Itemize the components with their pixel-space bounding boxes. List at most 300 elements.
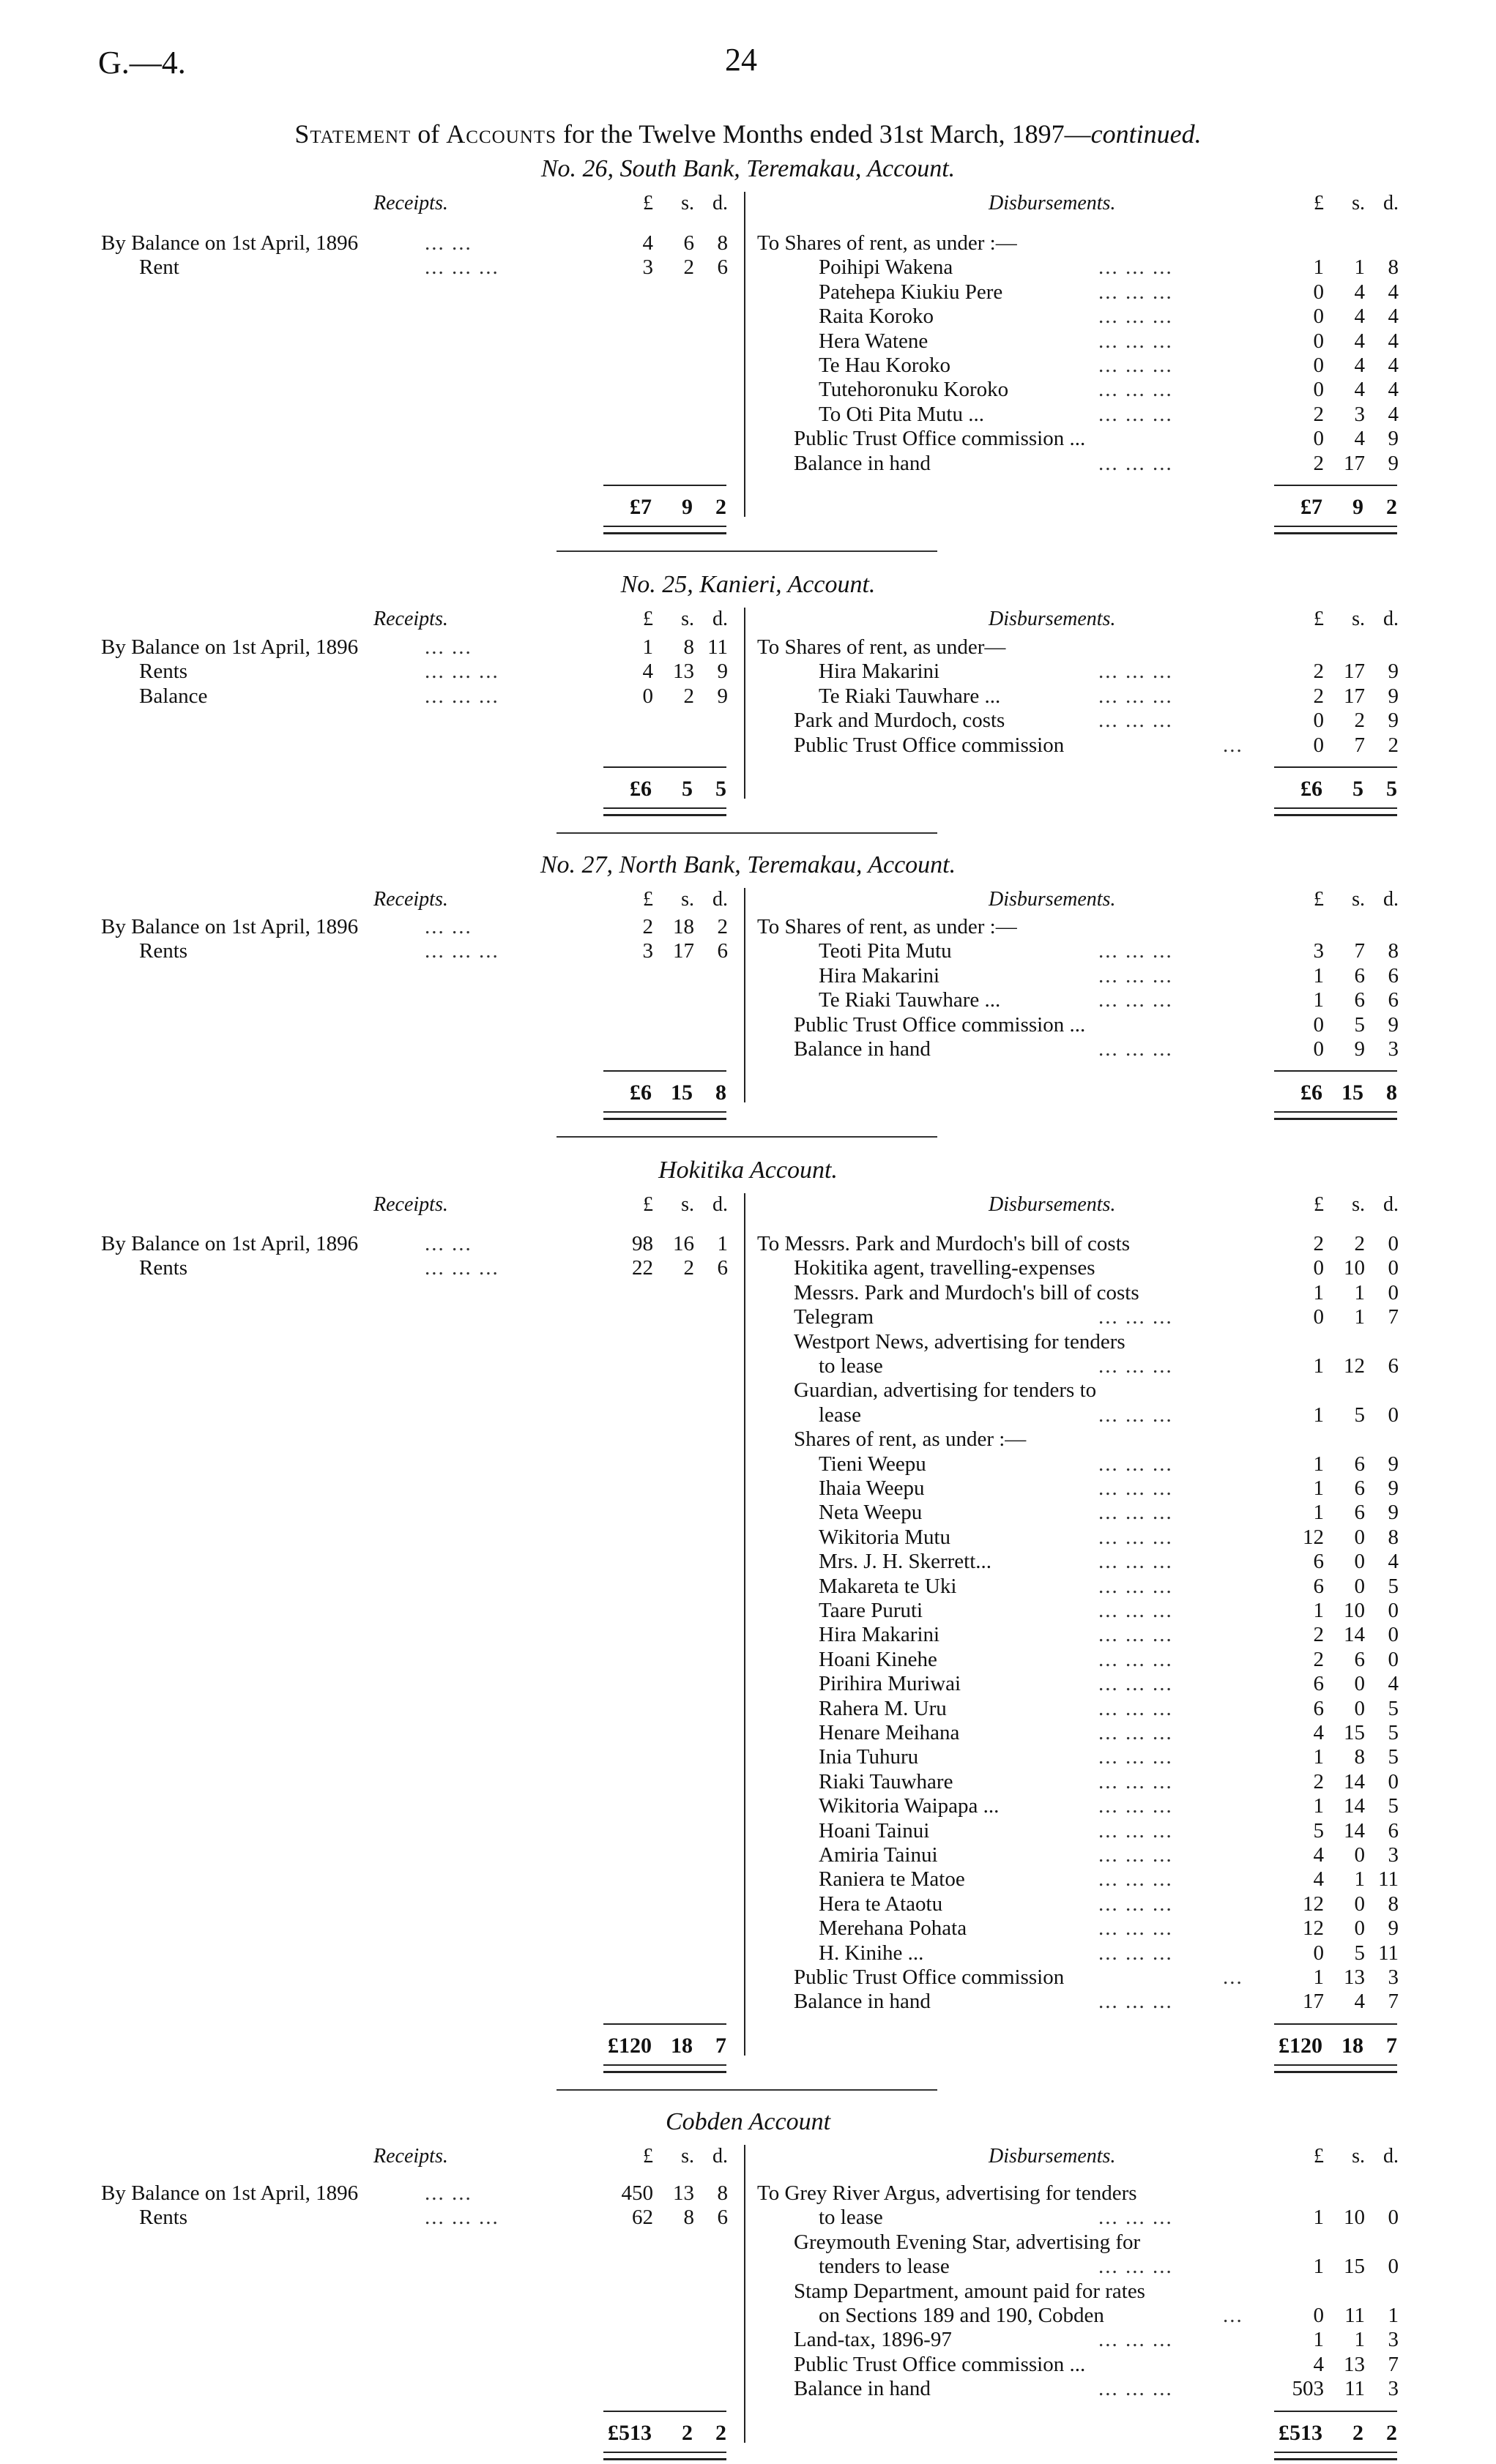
disbursement-amount-l: 12: [1303, 1916, 1324, 1941]
disbursement-amount: [1276, 255, 1399, 280]
leader-dots: ...: [1223, 2304, 1243, 2327]
receipts-total-s: 15: [671, 1080, 693, 1105]
account-title-prefix: No. 26,: [540, 155, 614, 182]
disbursement-amount-d: 4: [1388, 402, 1399, 426]
disbursement-label: Public Trust Office commission ...: [794, 1012, 1086, 1037]
disbursement-amount-s: 0: [1354, 1916, 1365, 1941]
receipt-amount-s: 2: [683, 255, 694, 280]
receipts-money-header-l: £: [643, 888, 653, 911]
receipts-total-d: 2: [715, 495, 726, 519]
receipts-money-header-d: d.: [712, 192, 728, 214]
disbursement-amount-d: 0: [1388, 2255, 1399, 2279]
disbursement-amount-s: 4: [1354, 378, 1365, 402]
receipts-total-s: 2: [682, 2420, 693, 2445]
disbursement-label: To Grey River Argus, advertising for tenders: [757, 2181, 1137, 2205]
disbursement-amount-d: 1: [1388, 2304, 1399, 2327]
disbursement-amount-s: 17: [1344, 684, 1365, 708]
disbursement-amount-s: 1: [1354, 255, 1365, 280]
disbursements-total-rule: [1274, 2411, 1397, 2412]
receipts-total-l: £120: [608, 2033, 652, 2058]
receipt-amount-s: 13: [673, 660, 694, 684]
disbursement-amount-d: 5: [1388, 1721, 1399, 1744]
receipts-double-rule: [603, 2452, 726, 2460]
title-continued: continued.: [1090, 119, 1202, 149]
disbursement-amount-d: 6: [1388, 963, 1399, 988]
receipts-heading: Receipts.: [373, 608, 448, 630]
disbursements-heading: Disbursements.: [989, 1193, 1116, 1216]
receipt-amount: [605, 684, 728, 709]
disbursement-amount-d: 5: [1388, 1794, 1399, 1818]
leader-dots: ... ... ...: [1098, 1696, 1173, 1720]
disbursement-label: Public Trust Office commission: [794, 1965, 1065, 1989]
disbursement-amount-d: 6: [1388, 1818, 1399, 1843]
disbursement-amount-s: 0: [1354, 1892, 1365, 1916]
receipts-heading: Receipts.: [373, 888, 448, 911]
disbursement-amount: [1276, 1721, 1399, 1745]
receipt-amount: [605, 635, 728, 660]
disbursements-total-d: 2: [1386, 2420, 1397, 2445]
leader-dots: ... ... ...: [425, 939, 499, 963]
disbursement-label: Amiria Tainui: [819, 1843, 938, 1867]
receipt-amount-l: 2: [642, 915, 653, 938]
disbursements-heading: Disbursements.: [989, 192, 1116, 214]
leader-dots: ... ... ...: [1098, 939, 1173, 963]
disbursement-amount-s: 14: [1344, 1794, 1365, 1818]
account-title: [0, 1157, 1496, 1184]
receipt-amount-d: 6: [717, 1256, 728, 1280]
disbursement-amount-l: 2: [1313, 1769, 1324, 1793]
disbursement-label: lease: [819, 1403, 861, 1427]
disbursement-amount: [1276, 964, 1399, 988]
disbursements-money-header-l: £: [1314, 192, 1324, 214]
disbursement-amount-d: 0: [1388, 2206, 1399, 2230]
receipts-heading: Receipts.: [373, 192, 448, 214]
disbursement-label: Raita Koroko: [819, 305, 934, 329]
leader-dots: ... ... ...: [1098, 1916, 1173, 1941]
disbursement-amount: [1276, 2206, 1399, 2230]
disbursement-amount: [1276, 1526, 1399, 1550]
receipts-total-l: £513: [608, 2420, 652, 2445]
disbursements-money-header-s: s.: [1352, 192, 1365, 214]
disbursement-amount-s: 0: [1354, 1550, 1365, 1574]
receipt-amount: [605, 2181, 728, 2206]
disbursement-label: Balance in hand: [794, 1990, 931, 2014]
disbursement-amount-s: 6: [1354, 1452, 1365, 1476]
account-title: [0, 571, 1496, 599]
receipts-total-rule: [603, 1070, 726, 1072]
receipts-double-rule: [603, 1111, 726, 1120]
disbursements-money-header-s: s.: [1352, 888, 1365, 911]
leader-dots: ... ... ...: [425, 2206, 499, 2230]
receipt-amount-s: 16: [673, 1232, 694, 1255]
disbursements-total-s: 9: [1352, 495, 1363, 519]
disbursements-money-header: [1276, 2145, 1399, 2168]
disbursement-amount: [1276, 1770, 1399, 1794]
disbursements-total-l: £7: [1300, 495, 1322, 519]
disbursement-amount-l: 0: [1313, 1256, 1324, 1280]
disbursement-label: Riaki Tauwhare: [819, 1769, 953, 1793]
disbursement-amount-d: 3: [1388, 1037, 1399, 1061]
disbursement-amount: [1276, 329, 1399, 354]
disbursement-amount-d: 8: [1388, 939, 1399, 963]
receipt-amount-s: 6: [683, 231, 694, 255]
receipts-total-rule: [603, 766, 726, 768]
disbursement-label: Rahera M. Uru: [819, 1696, 947, 1720]
leader-dots: ... ... ...: [1098, 2255, 1173, 2279]
receipt-amount-l: 0: [642, 684, 653, 708]
receipts-total-rule: [603, 2023, 726, 2025]
receipts-total-s: 18: [671, 2033, 693, 2058]
disbursement-amount-d: 0: [1388, 1232, 1399, 1255]
disbursements-total-d: 7: [1386, 2033, 1397, 2058]
disbursement-amount-d: 5: [1388, 1745, 1399, 1769]
disbursement-amount-l: 0: [1313, 427, 1324, 451]
leader-dots: ... ... ...: [1098, 660, 1173, 684]
disbursements-total-d: 5: [1386, 777, 1397, 801]
disbursement-amount-s: 15: [1344, 1721, 1365, 1744]
account-title-prefix: No. 27,: [540, 851, 614, 878]
receipts-total-l: £7: [630, 495, 652, 519]
column-divider: [744, 888, 745, 1102]
disbursement-amount: [1276, 1256, 1399, 1280]
leader-dots: ... ... ...: [1098, 329, 1173, 353]
disbursements-heading: Disbursements.: [989, 608, 1116, 630]
leader-dots: ... ... ...: [1098, 1574, 1173, 1598]
receipt-amount-s: 13: [673, 2181, 694, 2205]
disbursement-amount-l: 1: [1313, 1599, 1324, 1622]
leader-dots: ... ...: [425, 635, 472, 659]
disbursement-amount-d: 9: [1388, 1452, 1399, 1476]
disbursement-label: Westport News, advertising for tenders: [794, 1329, 1125, 1354]
disbursements-heading: Disbursements.: [989, 2145, 1116, 2168]
account-title-name: South Bank, Teremakau, Account.: [619, 155, 956, 182]
disbursement-label: Wikitoria Mutu: [819, 1525, 951, 1549]
disbursement-amount-l: 6: [1313, 1550, 1324, 1574]
disbursement-label: Hoani Kinehe: [819, 1647, 937, 1671]
disbursement-amount: [1276, 427, 1399, 451]
disbursements-money-header-s: s.: [1352, 608, 1365, 630]
disbursement-amount-l: 4: [1313, 1843, 1324, 1867]
disbursement-amount-s: 8: [1354, 1745, 1365, 1769]
leader-dots: ... ... ...: [1098, 1305, 1173, 1329]
leader-dots: ... ... ...: [1098, 1452, 1173, 1476]
disbursement-amount-d: 4: [1388, 378, 1399, 402]
receipt-label: By Balance on 1st April, 1896: [101, 915, 359, 938]
disbursement-amount-s: 14: [1344, 1769, 1365, 1793]
disbursement-label: H. Kinihe ...: [819, 1941, 924, 1965]
disbursement-amount-s: 6: [1354, 1647, 1365, 1671]
disbursement-label: Guardian, advertising for tenders to: [794, 1378, 1097, 1403]
disbursements-money-header-s: s.: [1352, 1193, 1365, 1216]
disbursement-amount-d: 3: [1388, 2377, 1399, 2401]
disbursement-amount-l: 0: [1313, 733, 1324, 757]
leader-dots: ... ... ...: [1098, 280, 1173, 304]
leader-dots: ... ... ...: [425, 255, 499, 280]
disbursement-label: Greymouth Evening Star, advertising for: [794, 2230, 1141, 2254]
receipt-amount-d: 9: [717, 684, 728, 708]
disbursement-amount-l: 0: [1313, 1037, 1324, 1061]
receipt-amount-l: 62: [632, 2206, 653, 2230]
receipt-amount-d: 1: [717, 1232, 728, 1255]
disbursement-amount: [1276, 1990, 1399, 2014]
disbursement-label: Te Riaki Tauwhare ...: [819, 988, 1001, 1012]
disbursement-amount-d: 2: [1388, 733, 1399, 757]
disbursement-amount-l: 4: [1313, 1721, 1324, 1744]
disbursement-amount-l: 3: [1313, 939, 1324, 963]
leader-dots: ... ... ...: [1098, 1892, 1173, 1916]
disbursements-money-header-l: £: [1314, 2145, 1324, 2168]
disbursement-amount-s: 6: [1354, 988, 1365, 1012]
receipts-money-header-s: s.: [681, 1193, 694, 1216]
leader-dots: ... ... ...: [1098, 1794, 1173, 1818]
disbursement-label: Telegram: [794, 1305, 874, 1329]
disbursement-label: Hokitika agent, travelling-expenses: [794, 1256, 1095, 1280]
receipts-total: [581, 495, 726, 520]
disbursement-amount: [1276, 1550, 1399, 1574]
disbursement-amount: [1276, 1599, 1399, 1623]
disbursement-amount-s: 1: [1354, 1867, 1365, 1892]
disbursements-money-header-l: £: [1314, 888, 1324, 911]
leader-dots: ... ... ...: [1098, 963, 1173, 988]
disbursements-total-l: £120: [1279, 2033, 1322, 2058]
disbursement-amount: [1276, 1575, 1399, 1599]
disbursement-label: Henare Meihana: [819, 1721, 960, 1744]
account-title: [0, 2108, 1496, 2136]
disbursement-amount-s: 11: [1344, 2304, 1365, 2327]
disbursement-amount-d: 8: [1388, 255, 1399, 280]
receipt-amount: [605, 1232, 728, 1256]
disbursements-double-rule: [1274, 526, 1397, 534]
disbursement-amount: [1276, 403, 1399, 427]
disbursement-amount-l: 1: [1313, 2255, 1324, 2279]
disbursement-amount-d: 11: [1378, 1941, 1399, 1965]
disbursement-amount-s: 1: [1354, 1280, 1365, 1304]
disbursement-label: Public Trust Office commission ...: [794, 427, 1086, 451]
receipt-label: By Balance on 1st April, 1896: [101, 2181, 359, 2205]
disbursement-amount: [1276, 635, 1399, 660]
disbursement-amount-s: 14: [1344, 1623, 1365, 1647]
leader-dots: ... ... ...: [1098, 1525, 1173, 1549]
disbursements-money-header: [1276, 192, 1399, 215]
receipts-total-s: 5: [682, 777, 693, 801]
disbursement-amount: [1276, 1013, 1399, 1037]
disbursement-amount: [1276, 709, 1399, 733]
receipts-total-rule: [603, 2411, 726, 2412]
disbursement-amount: [1276, 2181, 1399, 2206]
disbursements-money-header-d: d.: [1383, 1193, 1399, 1216]
disbursement-amount-l: 0: [1313, 1305, 1324, 1329]
column-divider: [744, 192, 745, 517]
disbursement-amount-s: 14: [1344, 1818, 1365, 1843]
disbursement-label: Poihipi Wakena: [819, 255, 953, 280]
disbursement-label: Messrs. Park and Murdoch's bill of costs: [794, 1280, 1139, 1304]
disbursement-amount-d: 11: [1378, 1867, 1399, 1892]
disbursement-label: Tutehoronuku Koroko: [819, 378, 1009, 402]
disbursements-money-header-l: £: [1314, 608, 1324, 630]
disbursement-amount-s: 13: [1344, 1965, 1365, 1989]
disbursement-amount: [1276, 939, 1399, 963]
disbursement-amount: [1276, 1281, 1399, 1305]
title-of: of: [417, 119, 440, 149]
disbursement-amount-l: 12: [1303, 1892, 1324, 1916]
disbursement-amount-d: 4: [1388, 1550, 1399, 1574]
disbursement-amount-d: 4: [1388, 280, 1399, 304]
disbursement-amount-d: 6: [1388, 988, 1399, 1012]
disbursement-amount: [1276, 1330, 1399, 1354]
disbursement-amount-d: 9: [1388, 1916, 1399, 1941]
leader-dots: ... ... ...: [1098, 1476, 1173, 1500]
receipt-amount-s: 17: [673, 939, 694, 963]
leader-dots: ... ... ...: [1098, 451, 1173, 475]
disbursement-amount: [1276, 231, 1399, 255]
receipt-amount: [605, 255, 728, 280]
disbursements-total-s: 2: [1352, 2420, 1363, 2445]
title-rest: for the Twelve Months ended 31st March, 1897—: [562, 119, 1091, 149]
disbursement-amount: [1276, 354, 1399, 378]
disbursement-amount: [1276, 1305, 1399, 1329]
disbursement-amount-s: 6: [1354, 963, 1365, 988]
receipts-double-rule: [603, 807, 726, 816]
receipts-double-rule: [603, 526, 726, 534]
disbursement-amount-d: 9: [1388, 427, 1399, 451]
disbursement-amount-s: 1: [1354, 1305, 1365, 1329]
disbursement-amount-l: 2: [1313, 660, 1324, 684]
receipts-heading: Receipts.: [373, 2145, 448, 2168]
leader-dots: ... ... ...: [1098, 1599, 1173, 1622]
page-number: 24: [725, 42, 757, 78]
disbursements-total: [1252, 777, 1397, 802]
disbursements-total-l: £6: [1300, 777, 1322, 801]
disbursement-amount-l: 2: [1313, 1647, 1324, 1671]
disbursement-amount-l: 1: [1313, 1745, 1324, 1769]
disbursement-amount-s: 5: [1354, 1941, 1365, 1965]
leader-dots: ... ... ...: [1098, 1550, 1173, 1574]
disbursements-total: [1252, 495, 1397, 520]
disbursement-amount-d: 7: [1388, 1305, 1399, 1329]
column-divider: [744, 1193, 745, 2056]
disbursement-amount-d: 4: [1388, 329, 1399, 353]
disbursement-amount: [1276, 1354, 1399, 1378]
disbursement-label: Balance in hand: [794, 451, 931, 475]
leader-dots: ... ... ...: [1098, 684, 1173, 708]
disbursement-amount: [1276, 915, 1399, 939]
disbursement-amount-l: 4: [1313, 1867, 1324, 1892]
account-title-name: Hokitika Account.: [658, 1157, 838, 1184]
receipts-heading: Receipts.: [373, 1193, 448, 1216]
disbursement-amount-s: 0: [1354, 1696, 1365, 1720]
disbursement-amount-d: 4: [1388, 354, 1399, 377]
disbursement-amount-d: 5: [1388, 1574, 1399, 1598]
disbursement-amount-l: 1: [1313, 963, 1324, 988]
page-title: [0, 119, 1496, 149]
disbursement-amount-l: 5: [1313, 1818, 1324, 1843]
disbursement-amount: [1276, 1794, 1399, 1818]
disbursement-label: Hera te Ataotu: [819, 1892, 943, 1916]
disbursement-amount: [1276, 2280, 1399, 2304]
disbursement-amount-s: 6: [1354, 1501, 1365, 1525]
disbursements-heading: Disbursements.: [989, 888, 1116, 911]
disbursement-amount-l: 2: [1313, 1232, 1324, 1255]
disbursement-label: Wikitoria Waipapa ...: [819, 1794, 1000, 1818]
disbursement-label: Raniera te Matoe: [819, 1867, 965, 1892]
receipt-amount-s: 18: [673, 915, 694, 938]
disbursement-amount-s: 3: [1354, 402, 1365, 426]
disbursement-label: Merehana Pohata: [819, 1916, 967, 1941]
leader-dots: ... ... ...: [1098, 1745, 1173, 1769]
disbursement-label: Teoti Pita Mutu: [819, 939, 952, 963]
disbursement-amount-l: 2: [1313, 1623, 1324, 1647]
disbursement-label: Neta Weepu: [819, 1501, 923, 1525]
disbursement-amount-s: 4: [1354, 305, 1365, 329]
leader-dots: ... ... ...: [425, 660, 499, 684]
receipts-total-d: 7: [715, 2033, 726, 2058]
disbursements-total-l: £6: [1300, 1080, 1322, 1105]
disbursement-amount-l: 2: [1313, 684, 1324, 708]
receipt-amount-l: 450: [621, 2181, 653, 2205]
receipts-money-header: [605, 608, 728, 631]
disbursement-amount-l: 6: [1313, 1696, 1324, 1720]
disbursement-amount: [1276, 1378, 1399, 1403]
disbursement-label: Balance in hand: [794, 2377, 931, 2401]
disbursement-amount-d: 4: [1388, 1672, 1399, 1696]
disbursement-label: Te Hau Koroko: [819, 354, 950, 377]
disbursement-amount-s: 4: [1354, 280, 1365, 304]
disbursement-amount-s: 13: [1344, 2352, 1365, 2376]
disbursement-amount-l: 1: [1313, 1965, 1324, 1989]
disbursement-label: To Shares of rent, as under—: [757, 635, 1006, 659]
receipts-money-header: [605, 2145, 728, 2168]
disbursement-amount-l: 12: [1303, 1525, 1324, 1549]
disbursement-amount-s: 6: [1354, 1476, 1365, 1500]
leader-dots: ... ... ...: [425, 684, 499, 708]
disbursement-amount-s: 10: [1344, 1599, 1365, 1622]
receipts-money-header: [605, 888, 728, 911]
receipt-amount-l: 98: [632, 1232, 653, 1255]
disbursement-label: Mrs. J. H. Skerrett...: [819, 1550, 992, 1574]
section-separator: [557, 832, 937, 834]
receipt-amount-l: 4: [642, 660, 653, 684]
disbursement-amount: [1276, 1697, 1399, 1721]
disbursement-amount-s: 10: [1344, 1256, 1365, 1280]
receipt-amount-l: 22: [632, 1256, 653, 1280]
disbursement-label: Inia Tuhuru: [819, 1745, 919, 1769]
disbursement-label: tenders to lease: [819, 2255, 950, 2279]
disbursement-label: Hira Makarini: [819, 660, 940, 684]
receipt-amount: [605, 231, 728, 255]
disbursement-label: Hoani Tainui: [819, 1818, 930, 1843]
receipts-total-l: £6: [630, 1080, 652, 1105]
receipt-amount: [605, 939, 728, 963]
disbursement-amount-l: 0: [1313, 709, 1324, 733]
disbursement-amount: [1276, 684, 1399, 709]
disbursements-money-header-d: d.: [1383, 192, 1399, 214]
disbursement-amount: [1276, 660, 1399, 684]
disbursement-amount: [1276, 1427, 1399, 1452]
leader-dots: ... ...: [425, 915, 472, 938]
disbursement-amount: [1276, 1232, 1399, 1256]
disbursements-total: [1252, 2034, 1397, 2058]
disbursement-label: Park and Murdoch, costs: [794, 709, 1005, 733]
receipt-label: By Balance on 1st April, 1896: [101, 231, 359, 255]
leader-dots: ... ... ...: [1098, 354, 1173, 377]
receipts-total: [581, 2421, 726, 2446]
disbursement-amount-l: 1: [1313, 2328, 1324, 2352]
receipts-total: [581, 2034, 726, 2058]
disbursement-label: to lease: [819, 1354, 883, 1378]
leader-dots: ... ... ...: [1098, 402, 1173, 426]
leader-dots: ... ... ...: [1098, 1769, 1173, 1793]
series-header: G.—4.: [98, 45, 186, 81]
